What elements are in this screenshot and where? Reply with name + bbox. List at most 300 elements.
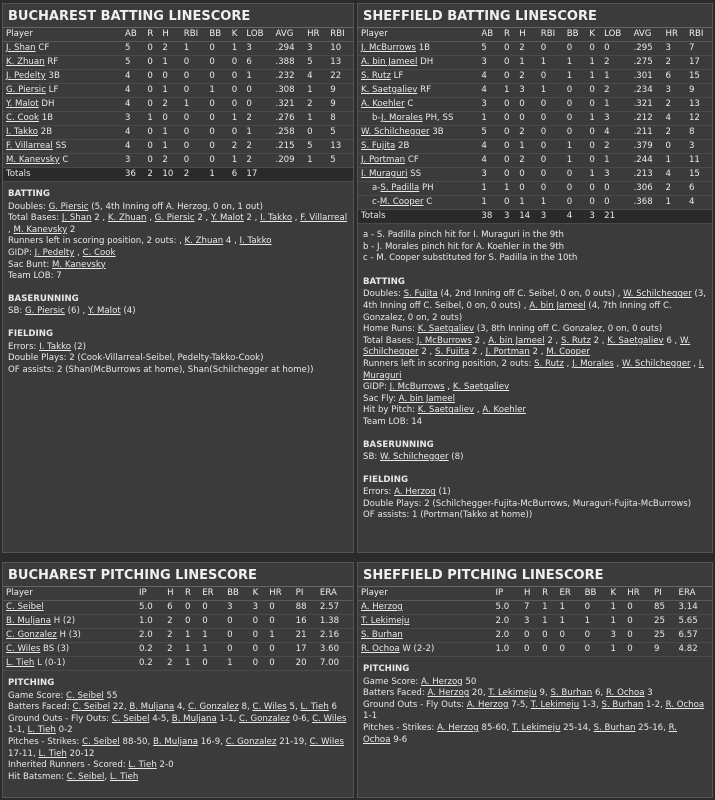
- stat-cell: 1: [202, 644, 208, 654]
- stat-cell: 2: [162, 99, 168, 109]
- player-link[interactable]: L. Tieh: [27, 725, 56, 736]
- stat-cell: 3: [665, 43, 671, 53]
- note-label: GIDP:: [363, 382, 387, 393]
- stat-cell: 0: [589, 141, 595, 151]
- hbp-line: Hit by Pitch: K. Saetgaliev , A. Koehler: [363, 405, 526, 416]
- player-position: DH: [420, 57, 434, 67]
- stat-cell: 5: [481, 43, 487, 53]
- player-link[interactable]: S. Rutz: [361, 71, 391, 81]
- player-link[interactable]: Y. Malot: [211, 213, 244, 224]
- player-link[interactable]: L. Tieh: [300, 702, 329, 713]
- player-link[interactable]: C. Gonzalez: [187, 702, 239, 713]
- stat-cell: 0: [147, 155, 153, 165]
- player-link[interactable]: A. Herzog: [361, 602, 403, 612]
- stat-cell: 25: [654, 630, 665, 640]
- player-link[interactable]: R. Ochoa: [605, 688, 645, 699]
- player-link[interactable]: I. Takko: [6, 127, 38, 137]
- player-link[interactable]: I. Takko: [39, 341, 72, 352]
- note-value: 7-5: [511, 699, 526, 710]
- stat-cell: 0: [519, 113, 525, 123]
- player-link[interactable]: K. Saetgaliev: [361, 85, 418, 95]
- player-link[interactable]: K. Saetgaliev: [452, 382, 510, 393]
- player-link[interactable]: C. Gonzalez: [239, 713, 290, 724]
- stat-cell: 3.60: [319, 644, 340, 654]
- player-link[interactable]: B. Muljana: [171, 713, 217, 724]
- player-link[interactable]: J. Morales: [572, 358, 614, 369]
- stat-cell: 0: [183, 57, 190, 67]
- player-link[interactable]: L. Tieh: [128, 760, 157, 771]
- player-cell: [358, 643, 493, 657]
- stat-cell: 3: [252, 602, 259, 612]
- stat-cell: 0: [589, 155, 595, 165]
- column-header: BB: [564, 28, 587, 42]
- table-row: [358, 154, 712, 168]
- note-value: 0-6: [292, 713, 307, 724]
- stat-cell: 1: [604, 155, 610, 165]
- player-link[interactable]: W. Schilchegger: [379, 452, 449, 463]
- player-link[interactable]: K. Saetgaliev: [417, 405, 475, 416]
- stat-cell: 2: [167, 616, 173, 626]
- stat-cell: 0: [524, 630, 530, 640]
- player-link[interactable]: C. Seibel: [66, 771, 105, 782]
- total-cell: 38: [481, 211, 493, 221]
- note-value: (6): [67, 306, 80, 317]
- player-link[interactable]: A. bin Jameel: [529, 300, 586, 311]
- note-value: 2: [471, 347, 478, 358]
- player-cell: [3, 615, 136, 629]
- player-link[interactable]: W. Schilchegger: [363, 335, 691, 358]
- stat-cell: 0: [665, 141, 671, 151]
- note-label: Ground Outs - Fly Outs:: [8, 713, 110, 724]
- column-header: RBI: [538, 28, 564, 42]
- player-link[interactable]: S. Fujita: [361, 141, 396, 151]
- player-link[interactable]: A. Herzog: [394, 487, 436, 498]
- column-header: HR: [304, 28, 327, 42]
- stat-cell: 2: [246, 113, 252, 123]
- substitution-note: c - M. Cooper substituted for S. Padilla in the 10th: [363, 253, 578, 264]
- note-value: 88-50: [122, 736, 148, 747]
- stat-cell: 2.0: [139, 630, 153, 640]
- player-link[interactable]: I. Takko: [260, 213, 293, 224]
- decision-note: H (2): [53, 616, 76, 626]
- stat-cell: 2: [246, 141, 252, 151]
- player-link[interactable]: F. Villarreal: [6, 141, 53, 151]
- player-cell: [358, 140, 478, 154]
- decision-note: L (0-1): [37, 658, 66, 668]
- pitches-strikes-line: Pitches - Strikes: C. Seibel 88-50, B. Muljana 16-9, C. Gonzalez 21-19, C. Wiles 17-11, L. Tieh 20-12: [8, 736, 344, 759]
- player-cell: [358, 154, 478, 168]
- stat-cell: 0: [519, 183, 525, 193]
- stat-cell: 15: [688, 169, 700, 179]
- player-link[interactable]: C. Wiles: [309, 736, 344, 747]
- player-link[interactable]: L. Tieh: [38, 748, 67, 759]
- stat-cell: 7: [524, 602, 530, 612]
- player-cell: [3, 112, 122, 126]
- player-link[interactable]: G. Piersic: [6, 85, 46, 95]
- player-link[interactable]: S. Rutz: [561, 335, 591, 346]
- stat-cell: 0: [252, 644, 259, 654]
- stat-cell: 0: [147, 141, 153, 151]
- stat-cell: 11: [688, 155, 700, 165]
- player-link[interactable]: K. Zhuan: [107, 213, 147, 224]
- stat-cell: 2: [604, 85, 610, 95]
- player-link[interactable]: K. Zhuan: [184, 236, 224, 247]
- stat-cell: 2: [519, 127, 525, 137]
- player-link[interactable]: I. Muraguri: [361, 169, 408, 179]
- player-link[interactable]: C. Seibel: [66, 690, 104, 701]
- player-link[interactable]: J. Portman: [361, 155, 406, 165]
- player-link[interactable]: S. Fujita: [435, 347, 470, 358]
- totals-label: Totals: [361, 211, 386, 221]
- note-label: Ground Outs - Fly Outs:: [363, 699, 465, 710]
- player-link[interactable]: C. Wiles: [6, 644, 41, 654]
- note-value: 6: [331, 702, 337, 713]
- pitching-table: [3, 587, 353, 671]
- player-link[interactable]: B. Muljana: [6, 616, 51, 626]
- player-cell: [3, 601, 136, 615]
- stat-cell: 1: [542, 602, 548, 612]
- stat-cell: 3: [481, 99, 487, 109]
- stat-cell: 8: [688, 127, 695, 137]
- table-row: [3, 126, 353, 140]
- player-link[interactable]: A. Koehler: [482, 405, 526, 416]
- note-label: Sac Fly:: [363, 393, 396, 404]
- stat-cell: 0: [147, 127, 153, 137]
- stat-cell: 6: [246, 57, 252, 67]
- stat-cell: 0: [503, 197, 510, 207]
- batters-faced-line: Batters Faced: C. Seibel 22, B. Muljana 4, C. Gonzalez 8, C. Wiles 5, L. Tieh 6: [8, 702, 337, 713]
- stat-cell: .368: [633, 197, 653, 207]
- sub-prefix: c-: [372, 197, 380, 207]
- player-link[interactable]: S. Rutz: [534, 358, 564, 369]
- table-row: [3, 140, 353, 154]
- stat-cell: 9: [330, 85, 336, 95]
- player-link[interactable]: A. Herzog: [437, 722, 479, 733]
- stat-cell: 3: [125, 155, 131, 165]
- player-link[interactable]: R. Ochoa: [363, 722, 678, 745]
- panel-title: BUCHAREST BATTING LINESCORE: [3, 4, 353, 28]
- stat-cell: 0: [566, 99, 573, 109]
- player-link[interactable]: L. Tieh: [6, 658, 35, 668]
- player-link[interactable]: M. Cooper: [546, 347, 590, 358]
- stat-cell: 5: [125, 57, 131, 67]
- stat-cell: .295: [633, 43, 653, 53]
- stat-cell: 0: [202, 658, 208, 668]
- stat-cell: 0: [540, 71, 547, 81]
- player-link[interactable]: R. Ochoa: [361, 644, 400, 654]
- column-header: K: [607, 587, 624, 601]
- note-label: Runners left in scoring position, 2 outs:: [8, 236, 177, 247]
- pitches-strikes-line: Pitches - Strikes: A. Herzog 85-60, T. Lekimeju 25-14, S. Burhan 25-16, R. Ochoa 9-6: [363, 722, 678, 745]
- game-score-line: [363, 677, 707, 689]
- table-row: [3, 629, 353, 643]
- player-link[interactable]: A. bin Jameel: [361, 57, 418, 67]
- stat-cell: .209: [275, 155, 295, 165]
- player-link[interactable]: C. Seibel: [82, 736, 120, 747]
- stat-cell: 0: [604, 43, 610, 53]
- player-link[interactable]: I. Muraguri: [363, 358, 705, 381]
- player-link[interactable]: A. Herzog: [427, 688, 470, 699]
- stat-cell: 0: [185, 616, 191, 626]
- player-link[interactable]: T. Lekimeju: [530, 699, 580, 710]
- player-link[interactable]: C. Cook: [82, 247, 116, 258]
- stat-cell: 13: [330, 141, 342, 151]
- player-link[interactable]: C. Gonzalez: [6, 630, 57, 640]
- column-header: R: [539, 587, 556, 601]
- stat-cell: 0: [566, 197, 573, 207]
- sub-prefix: a-: [372, 183, 381, 193]
- table-row: [358, 84, 712, 98]
- stat-cell: 1: [540, 197, 547, 207]
- player-link[interactable]: I. Takko: [239, 236, 272, 247]
- pitching-notes: [363, 664, 707, 746]
- note-label: Sac Bunt:: [8, 259, 50, 270]
- stat-cell: 1: [481, 197, 487, 207]
- stat-cell: 0: [584, 602, 591, 612]
- section-heading: PITCHING: [363, 664, 410, 674]
- stat-cell: 2: [162, 43, 168, 53]
- player-link[interactable]: T. Lekimeju: [361, 616, 410, 626]
- stat-cell: 5: [330, 127, 336, 137]
- stat-cell: 0: [503, 71, 510, 81]
- player-cell: [358, 98, 478, 112]
- stat-cell: 1: [566, 71, 573, 81]
- player-link[interactable]: Y. Malot: [88, 306, 121, 317]
- stat-cell: 0: [589, 183, 595, 193]
- player-link[interactable]: G. Piersic: [48, 201, 89, 212]
- player-link[interactable]: C. Seibel: [111, 713, 150, 724]
- player-link[interactable]: J. Morales: [381, 113, 423, 123]
- player-link[interactable]: Y. Malot: [6, 99, 39, 109]
- column-header: PI: [293, 587, 317, 601]
- player-position: C: [426, 197, 433, 207]
- player-link[interactable]: G. Piersic: [24, 306, 65, 317]
- player-cell: [358, 182, 478, 196]
- stat-cell: 3: [519, 85, 525, 95]
- player-link[interactable]: K. Saetgaliev: [417, 324, 475, 335]
- player-link[interactable]: S. Padilla: [380, 183, 420, 193]
- player-position: CF: [38, 43, 50, 53]
- player-link[interactable]: M. Kanevsky: [6, 155, 60, 165]
- table-row: [358, 126, 712, 140]
- player-link[interactable]: M. Cooper: [379, 197, 424, 207]
- note-value: 20-12: [69, 748, 95, 759]
- stat-cell: 3: [227, 602, 233, 612]
- player-link[interactable]: J. McBurrows: [416, 335, 472, 346]
- batting-table: [3, 28, 353, 182]
- stat-cell: 0: [589, 127, 595, 137]
- table-row: [358, 615, 712, 629]
- stat-cell: 1: [589, 57, 595, 67]
- player-cell: [358, 56, 478, 70]
- player-link[interactable]: S. Burhan: [593, 722, 636, 733]
- player-link[interactable]: A. bin Jameel: [488, 335, 545, 346]
- player-cell: [3, 42, 122, 56]
- game-score-line: [8, 691, 348, 703]
- stat-cell: 0: [542, 644, 548, 654]
- substitution-notes: [363, 230, 707, 265]
- stat-cell: 3: [665, 85, 671, 95]
- stat-cell: 0: [252, 630, 259, 640]
- total-cell: [663, 210, 686, 224]
- player-link[interactable]: W. Schilchegger: [621, 358, 691, 369]
- player-position: PH, SS: [425, 113, 454, 123]
- table-row: [358, 196, 712, 210]
- stat-cell: 0: [524, 644, 530, 654]
- player-link[interactable]: J. Shan: [6, 43, 36, 53]
- player-link[interactable]: A. bin Jameel: [398, 393, 455, 404]
- stat-cell: 2: [665, 183, 671, 193]
- player-link[interactable]: G. Piersic: [154, 213, 195, 224]
- column-header: HR: [624, 587, 651, 601]
- table-row: [3, 84, 353, 98]
- player-link[interactable]: W. Schilchegger: [361, 127, 430, 137]
- player-link[interactable]: K. Saetgaliev: [607, 335, 664, 346]
- column-header: BB: [206, 28, 228, 42]
- stat-cell: 0: [627, 630, 633, 640]
- stat-cell: 5.0: [495, 602, 510, 612]
- player-link[interactable]: C. Wiles: [252, 702, 287, 713]
- player-link[interactable]: J. Shan: [61, 213, 92, 224]
- total-cell: [304, 168, 327, 182]
- stat-cell: 1: [665, 197, 671, 207]
- note-value: 17-11: [8, 748, 33, 759]
- stat-cell: .276: [275, 113, 295, 123]
- column-header: K: [229, 28, 244, 42]
- stat-cell: 0: [209, 141, 215, 151]
- stat-cell: 0: [540, 127, 547, 137]
- column-header: ER: [199, 587, 224, 601]
- note-value: 2: [94, 213, 100, 224]
- stat-cell: 0: [604, 183, 610, 193]
- player-link[interactable]: F. Villarreal: [300, 213, 348, 224]
- column-header: RBI: [686, 28, 712, 42]
- note-value: 2-0: [159, 760, 174, 771]
- player-link[interactable]: W. Schilchegger: [623, 289, 692, 300]
- player-link[interactable]: A. Herzog: [421, 676, 463, 687]
- substitution-note: b - J. Morales pinch hit for A. Koehler in the 9th: [363, 241, 565, 252]
- stat-cell: 0.2: [139, 644, 153, 654]
- note-value: 1-1: [8, 725, 23, 736]
- stat-cell: 0: [252, 658, 259, 668]
- stat-cell: 15: [688, 71, 700, 81]
- stat-cell: 1: [604, 99, 610, 109]
- player-link[interactable]: T. Lekimeju: [511, 722, 561, 733]
- stat-cell: 7.00: [319, 658, 340, 668]
- stat-cell: 3: [307, 43, 313, 53]
- player-link[interactable]: J. Pedelty: [6, 71, 46, 81]
- totals-label: Totals: [6, 169, 31, 179]
- sac-fly-line: [363, 394, 707, 406]
- stat-cell: 0: [503, 155, 510, 165]
- player-link[interactable]: R. Ochoa: [665, 699, 705, 710]
- baserunning-notes: [363, 440, 707, 464]
- batters-faced-line: Batters Faced: A. Herzog 20, T. Lekimeju 9, S. Burhan 6, R. Ochoa 3: [363, 688, 653, 699]
- player-link[interactable]: B. Muljana: [129, 702, 175, 713]
- stat-cell: 0: [540, 99, 547, 109]
- player-cell: [358, 615, 493, 629]
- stat-cell: 0: [503, 127, 510, 137]
- player-position: 3B: [432, 127, 444, 137]
- player-link[interactable]: L. Tieh: [109, 771, 139, 782]
- stat-cell: 1: [610, 602, 616, 612]
- stat-cell: .379: [633, 141, 653, 151]
- player-link[interactable]: S. Fujita: [403, 289, 438, 300]
- stat-cell: 25: [654, 616, 665, 626]
- column-header: R: [501, 28, 516, 42]
- player-link[interactable]: K. Zhuan: [6, 57, 45, 67]
- stat-cell: 0: [627, 602, 633, 612]
- stat-cell: 0: [503, 57, 510, 67]
- stat-cell: 2: [246, 155, 252, 165]
- stat-cell: 4: [481, 141, 487, 151]
- stat-cell: 1: [246, 71, 252, 81]
- stat-cell: 9: [330, 99, 336, 109]
- fielding-notes: [8, 329, 348, 376]
- stat-cell: 1.0: [139, 616, 153, 626]
- player-link[interactable]: B. Muljana: [152, 736, 198, 747]
- stat-cell: 2.0: [495, 616, 510, 626]
- player-link[interactable]: J. Portman: [485, 347, 530, 358]
- stat-cell: 3: [610, 630, 616, 640]
- player-link[interactable]: T. Lekimeju: [488, 688, 537, 699]
- player-link[interactable]: J. McBurrows: [389, 382, 445, 393]
- stat-cell: 0: [503, 43, 510, 53]
- stat-cell: 1: [540, 57, 547, 67]
- column-header: AVG: [272, 28, 304, 42]
- stat-cell: 0: [589, 99, 595, 109]
- stat-cell: 0: [231, 127, 238, 137]
- stat-cell: 0: [183, 85, 190, 95]
- player-link[interactable]: C. Seibel: [6, 602, 44, 612]
- player-link[interactable]: J. McBurrows: [361, 43, 416, 53]
- player-link[interactable]: C. Seibel: [72, 702, 111, 713]
- stat-cell: 4.82: [678, 644, 698, 654]
- section-heading: BATTING: [8, 189, 50, 199]
- player-link[interactable]: S. Burhan: [601, 699, 644, 710]
- player-position: DH: [41, 99, 55, 109]
- stat-cell: 1: [559, 602, 565, 612]
- stat-cell: 0: [209, 113, 215, 123]
- stat-cell: 0: [202, 616, 208, 626]
- player-link[interactable]: M. Kanevsky: [13, 224, 68, 235]
- player-link[interactable]: S. Burhan: [550, 688, 593, 699]
- panel-title: SHEFFIELD PITCHING LINESCORE: [358, 563, 712, 587]
- player-link[interactable]: A. Koehler: [361, 99, 405, 109]
- table-row: [358, 56, 712, 70]
- stat-cell: 1.38: [319, 616, 340, 626]
- player-link[interactable]: S. Burhan: [361, 630, 403, 640]
- of-assists-line: OF assists: 2 (Shan(McBurrows at home), Shan(Schilchegger at home)): [8, 364, 314, 375]
- stat-cell: 1: [542, 616, 548, 626]
- total-cell: 17: [246, 169, 258, 179]
- player-position: PH: [421, 183, 434, 193]
- note-value: 9-6: [393, 734, 408, 745]
- player-link[interactable]: C. Wiles: [312, 713, 347, 724]
- player-link[interactable]: A. Herzog: [466, 699, 509, 710]
- player-link[interactable]: C. Cook: [6, 113, 39, 123]
- pitching-table: [358, 587, 712, 657]
- stat-cell: 0: [269, 644, 275, 654]
- player-link[interactable]: J. Pedelty: [34, 247, 75, 258]
- player-link[interactable]: M. Kanevsky: [51, 259, 106, 270]
- player-position: 3B: [48, 71, 60, 81]
- total-bases-line: Total Bases: J. McBurrows 2 , A. bin Jameel 2 , S. Rutz 2 , K. Saetgaliev 6 , W. Schilchegger 2 , S. Fujita 2 , J. Portman 2 , M. Cooper: [363, 335, 691, 358]
- stat-cell: 5.0: [139, 602, 153, 612]
- stat-cell: 1: [481, 183, 487, 193]
- player-link[interactable]: C. Gonzalez: [225, 736, 277, 747]
- stolen-bases-line: [363, 452, 707, 464]
